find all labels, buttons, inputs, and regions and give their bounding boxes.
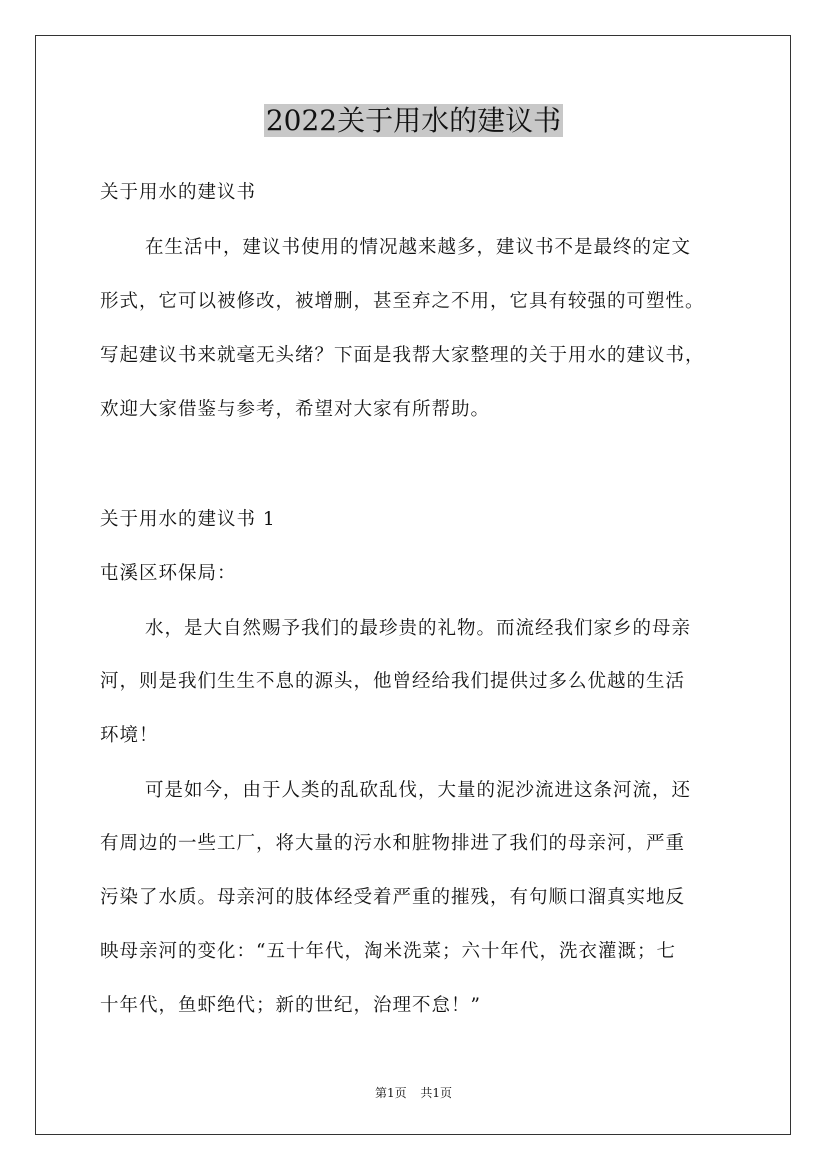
subtitle: 关于用水的建议书 bbox=[100, 182, 257, 203]
document-title-block bbox=[0, 100, 827, 142]
addressee: 屯溪区环保局： bbox=[100, 563, 237, 584]
intro-line: 欢迎大家借鉴与参考，希望对大家有所帮助。 bbox=[100, 399, 491, 420]
paragraph-line: 河，则是我们生生不息的源头，他曾经给我们提供过多么优越的生活 bbox=[100, 671, 686, 692]
section-heading: 关于用水的建议书 1 bbox=[100, 509, 276, 530]
page-footer bbox=[0, 1084, 827, 1101]
paragraph-line: 水，是大自然赐予我们的最珍贵的礼物。而流经我们家乡的母亲 bbox=[145, 618, 692, 639]
intro-line: 形式，它可以被修改，被增删，甚至弃之不用，它具有较强的可塑性。 bbox=[100, 291, 705, 312]
page-number-current: 第1页 bbox=[374, 1086, 407, 1100]
paragraph-line: 环境！ bbox=[100, 725, 159, 746]
paragraph-line: 污染了水质。母亲河的肢体经受着严重的摧残，有句顺口溜真实地反 bbox=[100, 887, 686, 908]
paragraph-line: 有周边的一些工厂，将大量的污水和脏物排进了我们的母亲河，严重 bbox=[100, 833, 686, 854]
intro-line: 写起建议书来就毫无头绪？下面是我帮大家整理的关于用水的建议书， bbox=[100, 345, 705, 366]
paragraph-line: 可是如今，由于人类的乱砍乱伐，大量的泥沙流进这条河流，还 bbox=[145, 780, 692, 801]
paragraph-line: 十年代，鱼虾绝代；新的世纪，治理不怠！” bbox=[100, 995, 481, 1016]
document-title: 2022关于用水的建议书 bbox=[265, 104, 562, 137]
paragraph-line: 映母亲河的变化：“五十年代，淘米洗菜；六十年代，洗衣灌溉；七 bbox=[100, 941, 676, 962]
page-number-total: 共1页 bbox=[420, 1086, 453, 1100]
intro-line: 在生活中，建议书使用的情况越来越多，建议书不是最终的定文 bbox=[145, 237, 692, 258]
